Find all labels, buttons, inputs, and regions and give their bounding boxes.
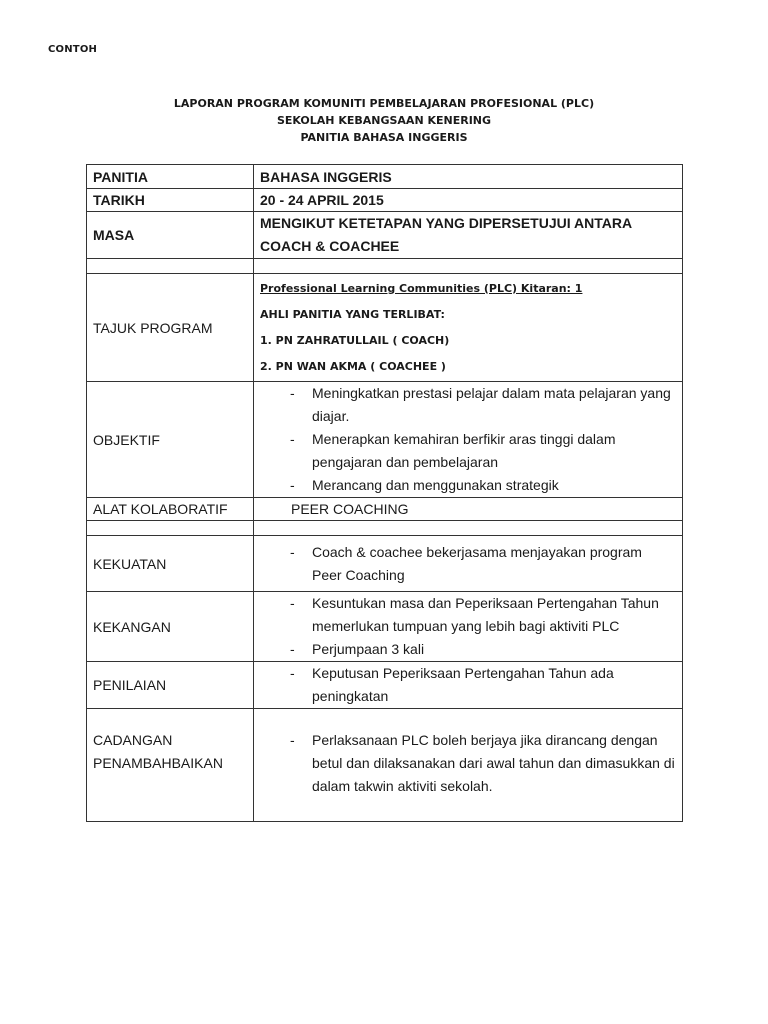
list-item-line: - Coach & coachee bekerjasama menjayakan program bbox=[312, 543, 642, 560]
cadangan-label bbox=[87, 709, 254, 822]
list-item-line: Peer Coaching bbox=[312, 566, 405, 583]
list-item-line: - Kesuntukan masa dan Peperiksaan Pertengahan Tahun bbox=[312, 595, 659, 611]
report-title: LAPORAN PROGRAM KOMUNITI PEMBELAJARAN PROFESIONAL (PLC) bbox=[173, 97, 595, 110]
penilaian-label: PENILAIAN bbox=[87, 662, 254, 709]
list-item bbox=[290, 428, 676, 474]
masa-value-line1: MENGIKUT KETETAPAN YANG DIPERSETUJUI ANTARA bbox=[260, 215, 633, 231]
table-row-kekuatan bbox=[87, 536, 683, 592]
alat-value: PEER COACHING bbox=[254, 498, 683, 521]
tarikh-label: TARIKH bbox=[87, 189, 254, 212]
tarikh-value: 20 - 24 APRIL 2015 bbox=[254, 189, 683, 212]
objektif-list bbox=[260, 382, 676, 497]
list-item-line: betul dan dilaksanakan dari awal tahun dan dimasukkan di bbox=[312, 755, 675, 771]
program-title: Professional Learning Communities (PLC) Kitaran: 1 bbox=[260, 281, 583, 295]
sample-label: CONTOH bbox=[48, 44, 98, 55]
table-row-cadangan bbox=[87, 709, 683, 822]
report-title-block bbox=[0, 95, 768, 146]
list-item bbox=[290, 592, 676, 638]
penilaian-list bbox=[260, 662, 676, 708]
list-item-line: diajar. bbox=[312, 408, 350, 424]
table-row-tarikh bbox=[87, 189, 683, 212]
table-row-alat bbox=[87, 498, 683, 521]
kekangan-list bbox=[260, 592, 676, 661]
panitia-value: BAHASA INGGERIS bbox=[254, 165, 683, 189]
penilaian-value bbox=[254, 662, 683, 709]
table-row-panitia bbox=[87, 165, 683, 189]
table-row-masa bbox=[87, 212, 683, 259]
table-spacer-row bbox=[87, 521, 683, 536]
list-item-line: - Menerapkan kemahiran berfikir aras tinggi dalam bbox=[312, 431, 616, 447]
list-item bbox=[290, 474, 676, 497]
panel-name: PANITIA BAHASA INGGERIS bbox=[300, 131, 468, 144]
list-item-line: - Perjumpaan 3 kali bbox=[312, 641, 425, 657]
list-item-line: - Meningkatkan prestasi pelajar dalam mata pelajaran yang bbox=[312, 385, 671, 401]
objektif-value bbox=[254, 382, 683, 498]
table-row-penilaian bbox=[87, 662, 683, 709]
table-row-objektif bbox=[87, 382, 683, 498]
list-item-line: peningkatan bbox=[312, 688, 389, 704]
table-row-kekangan bbox=[87, 592, 683, 662]
kekuatan-label: KEKUATAN bbox=[87, 536, 254, 592]
table-spacer-row bbox=[87, 259, 683, 274]
list-item bbox=[290, 382, 676, 428]
list-item-line: pengajaran dan pembelajaran bbox=[312, 454, 499, 470]
list-item bbox=[290, 638, 676, 661]
masa-label: MASA bbox=[87, 212, 254, 259]
list-item bbox=[290, 662, 676, 708]
list-item-line: dalam takwin aktiviti sekolah. bbox=[312, 778, 493, 794]
kekangan-value bbox=[254, 592, 683, 662]
masa-value bbox=[254, 212, 683, 259]
cadangan-label-line1: CADANGAN bbox=[93, 732, 173, 748]
list-item bbox=[290, 729, 676, 798]
alat-label: ALAT KOLABORATIF bbox=[87, 498, 254, 521]
kekuatan-list bbox=[260, 541, 676, 587]
member-coachee: 2. PN WAN AKMA ( COACHEE ) bbox=[260, 359, 446, 373]
panitia-label: PANITIA bbox=[87, 165, 254, 189]
kekangan-label: KEKANGAN bbox=[87, 592, 254, 662]
kekuatan-value bbox=[254, 536, 683, 592]
tajuk-value bbox=[254, 274, 683, 382]
list-item-line: - Perlaksanaan PLC boleh berjaya jika dirancang dengan bbox=[312, 732, 658, 748]
report-table bbox=[86, 164, 683, 822]
cadangan-value bbox=[254, 709, 683, 822]
school-name: SEKOLAH KEBANGSAAN KENERING bbox=[276, 114, 492, 127]
masa-value-line2: COACH & COACHEE bbox=[260, 238, 400, 254]
list-item-line: - Merancang dan menggunakan strategik bbox=[312, 477, 559, 493]
member-coach: 1. PN ZAHRATULLAIL ( COACH) bbox=[260, 333, 450, 347]
cadangan-label-line2: PENAMBAHBAIKAN bbox=[93, 755, 223, 771]
members-heading: AHLI PANITIA YANG TERLIBAT: bbox=[260, 307, 445, 321]
list-item-line: - Keputusan Peperiksaan Pertengahan Tahun ada bbox=[312, 665, 614, 681]
list-item bbox=[290, 541, 676, 587]
list-item-line: memerlukan tumpuan yang lebih bagi aktiviti PLC bbox=[312, 618, 620, 634]
cadangan-list bbox=[260, 729, 676, 798]
table-row-tajuk bbox=[87, 274, 683, 382]
tajuk-label: TAJUK PROGRAM bbox=[87, 274, 254, 382]
objektif-label: OBJEKTIF bbox=[87, 382, 254, 498]
